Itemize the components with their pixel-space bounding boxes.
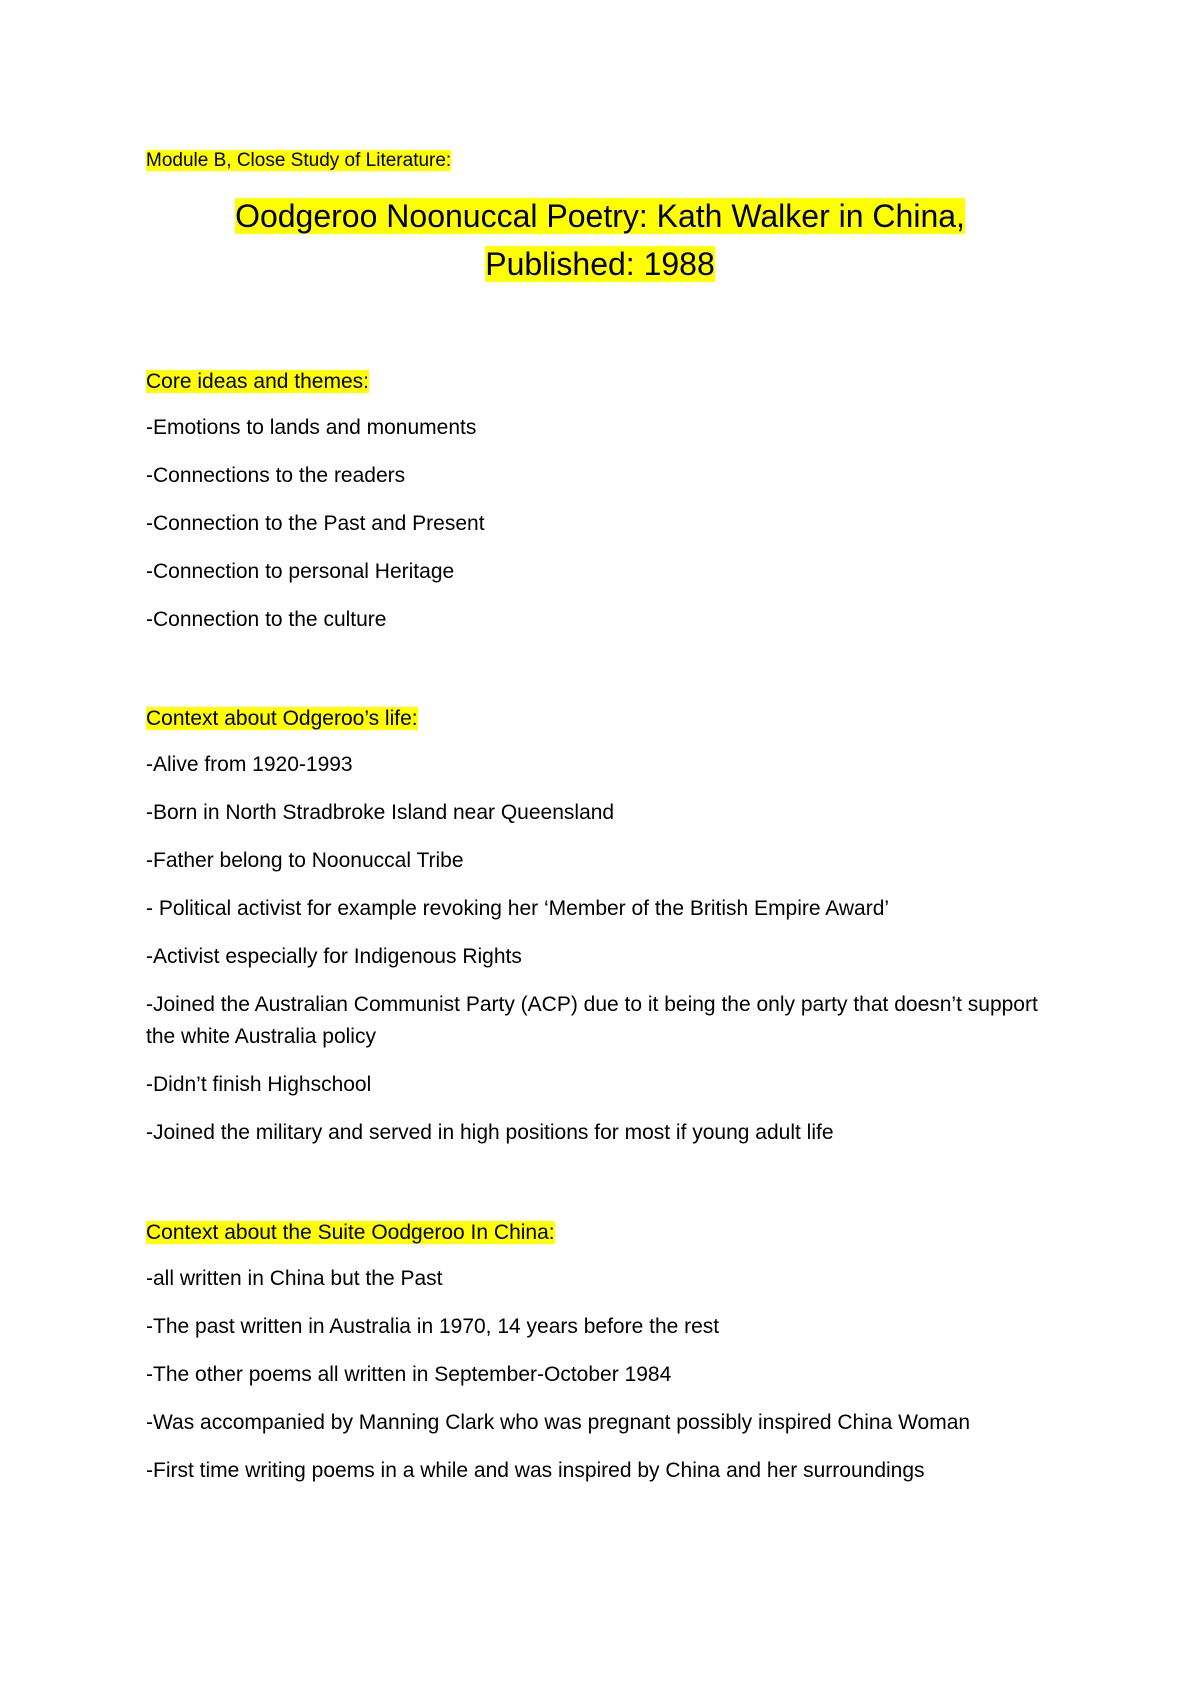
section-list bbox=[146, 412, 1046, 636]
list-item: -The past written in Australia in 1970, 14 years before the rest bbox=[146, 1315, 720, 1338]
list-item: -Connections to the readers bbox=[146, 464, 406, 487]
list-item: -Born in North Stradbroke Island near Queensland bbox=[146, 801, 615, 824]
title-line-2: Published: 1988 bbox=[485, 246, 715, 282]
title-line-1: Oodgeroo Noonuccal Poetry: Kath Walker in China, bbox=[235, 198, 965, 234]
document-title bbox=[0, 192, 1200, 288]
list-item: -Joined the Australian Communist Party (ACP) due to it being the only party that doesn’t support the white Australia policy bbox=[146, 993, 1038, 1048]
list-item: -Didn’t finish Highschool bbox=[146, 1073, 372, 1096]
section-life-context bbox=[146, 705, 1046, 1149]
section-heading: Core ideas and themes: bbox=[146, 370, 369, 393]
list-item: -Was accompanied by Manning Clark who was pregnant possibly inspired China Woman bbox=[146, 1411, 971, 1434]
list-item: -Connection to the Past and Present bbox=[146, 512, 485, 535]
list-item: -The other poems all written in September-October 1984 bbox=[146, 1363, 672, 1386]
list-item: - Political activist for example revoking her ‘Member of the British Empire Award’ bbox=[146, 897, 890, 920]
section-heading: Context about Odgeroo’s life: bbox=[146, 707, 418, 730]
list-item: -Alive from 1920-1993 bbox=[146, 753, 353, 776]
module-label-text: Module B, Close Study of Literature: bbox=[146, 150, 452, 171]
section-list bbox=[146, 749, 1046, 1149]
list-item: -Connection to personal Heritage bbox=[146, 560, 455, 583]
list-item: -all written in China but the Past bbox=[146, 1267, 443, 1290]
list-item: -Joined the military and served in high positions for most if young adult life bbox=[146, 1121, 834, 1144]
section-heading: Context about the Suite Oodgeroo In China: bbox=[146, 1221, 555, 1244]
list-item: -First time writing poems in a while and was inspired by China and her surroundings bbox=[146, 1459, 925, 1482]
section-suite-context bbox=[146, 1219, 1046, 1487]
list-item: -Father belong to Noonuccal Tribe bbox=[146, 849, 464, 872]
section-core-ideas bbox=[146, 368, 1046, 636]
module-label bbox=[146, 149, 451, 173]
list-item: -Emotions to lands and monuments bbox=[146, 416, 477, 439]
section-list bbox=[146, 1263, 1046, 1487]
list-item: -Activist especially for Indigenous Rights bbox=[146, 945, 522, 968]
list-item: -Connection to the culture bbox=[146, 608, 387, 631]
